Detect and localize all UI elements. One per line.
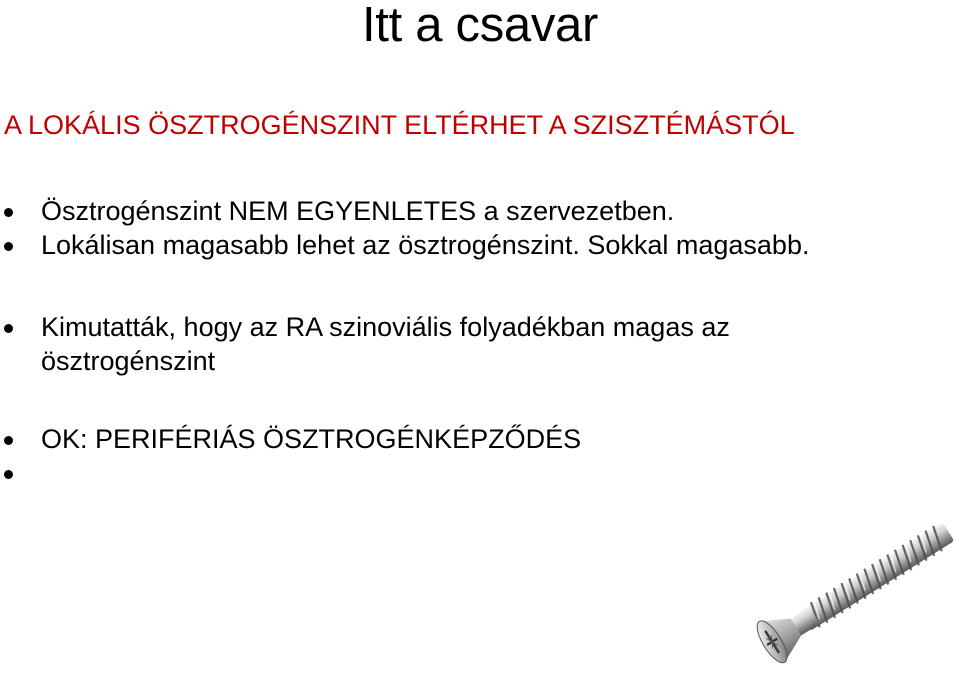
bullet-text: OK: PERIFÉRIÁS ÖSZTROGÉNKÉPZŐDÉS — [41, 424, 582, 454]
bullet-list — [0, 194, 900, 456]
bullet-text: Kimutatták, hogy az RA szinoviális folyadékban magas az ösztrogénszint — [41, 312, 730, 376]
bullet-item — [0, 228, 900, 262]
bullet-item — [0, 310, 900, 378]
screw-icon — [745, 520, 960, 673]
bullet-dot-icon — [4, 324, 13, 333]
bullet-text: Ösztrogénszint NEM EGYENLETES a szervezetben. — [41, 196, 675, 226]
bullet-dot-icon — [4, 470, 13, 479]
bullet-item — [0, 194, 900, 228]
slide-title: Itt a csavar — [361, 0, 599, 52]
bullet-dot-icon — [4, 208, 13, 217]
slide-subtitle: A LOKÁLIS ÖSZTROGÉNSZINT ELTÉRHET A SZISZTÉMÁSTÓL — [4, 110, 795, 140]
bullet-text: Lokálisan magasabb lehet az ösztrogénszint. Sokkal magasabb. — [41, 230, 810, 260]
bullet-item — [0, 422, 900, 456]
bullet-dot-icon — [4, 242, 13, 251]
bullet-dot-icon — [4, 436, 13, 445]
